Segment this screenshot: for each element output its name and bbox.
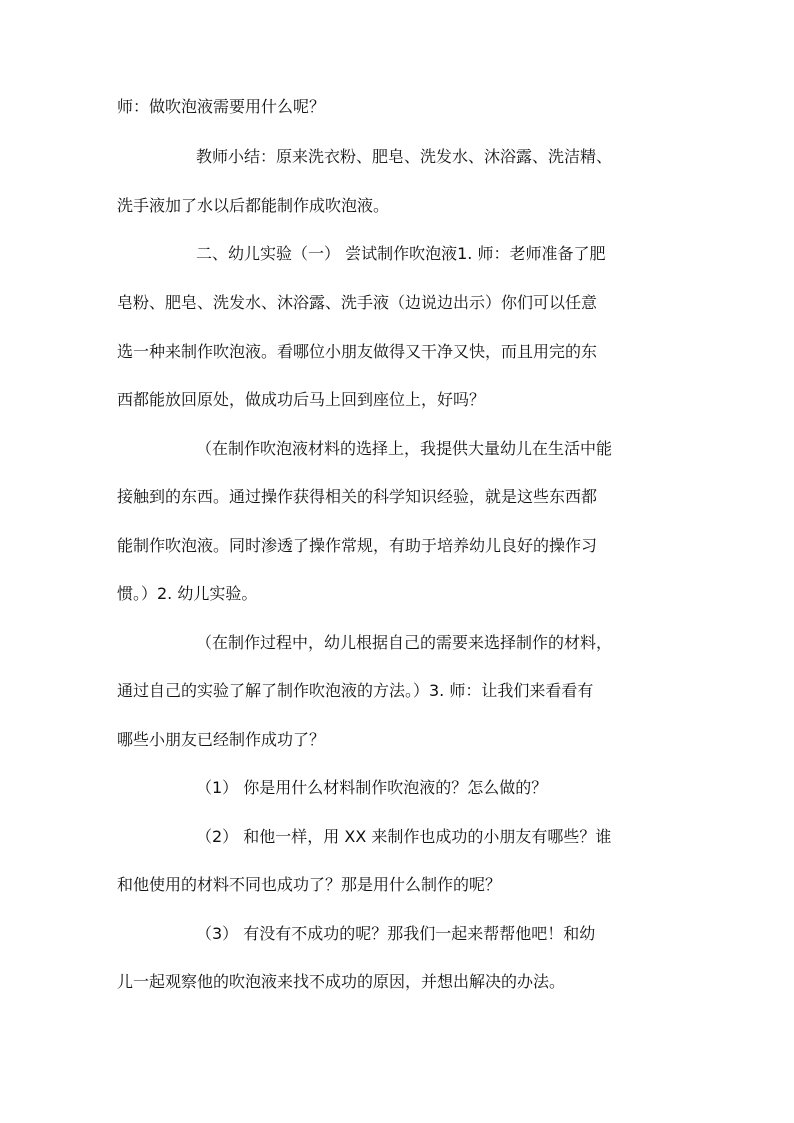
text-line: （在制作过程中，幼儿根据自己的需要来选择制作的材料， [196,633,613,652]
text-line: 接触到的东西。通过操作获得相关的科学知识经验，就是这些东西都 [117,487,598,506]
text-line: （1） 你是用什么材料制作吹泡液的？怎么做的？ [196,778,548,797]
text-line: 教师小结：原来洗衣粉、肥皂、洗发水、沐浴露、洗洁精、 [196,147,613,166]
text-line: 和他使用的材料不同也成功了？那是用什么制作的呢？ [117,875,502,894]
text-line: 选一种来制作吹泡液。看哪位小朋友做得又干净又快，而且用完的东 [117,342,598,361]
text-line: 二、幼儿实验（一） 尝试制作吹泡液1. 师：老师准备了肥 [196,244,606,263]
text-line: 皂粉、肥皂、洗发水、沐浴露、洗手液（边说边出示）你们可以任意 [117,293,598,312]
text-line: 儿一起观察他的吹泡液来找不成功的原因，并想出解决的办法。 [117,972,566,991]
text-line: 师：做吹泡液需要用什么呢？ [117,97,326,116]
text-line: （2） 和他一样，用 XX 来制作也成功的小朋友有哪些？谁 [196,827,612,846]
text-line: （3） 有没有不成功的呢？那我们一起来帮帮他吧！和幼 [196,924,596,943]
text-line: 洗手液加了水以后都能制作成吹泡液。 [117,196,390,215]
text-line: 惯。）2. 幼儿实验。 [117,584,258,603]
text-line: 西都能放回原处，做成功后马上回到座位上，好吗？ [117,390,486,409]
text-line: 哪些小朋友已经制作成功了？ [117,730,326,749]
text-line: 通过自己的实验了解了制作吹泡液的方法。）3. 师：让我们来看看有 [117,681,594,700]
text-line: 能制作吹泡液。同时渗透了操作常规，有助于培养幼儿良好的操作习 [117,536,598,555]
text-line: （在制作吹泡液材料的选择上，我提供大量幼儿在生活中能 [196,439,613,458]
